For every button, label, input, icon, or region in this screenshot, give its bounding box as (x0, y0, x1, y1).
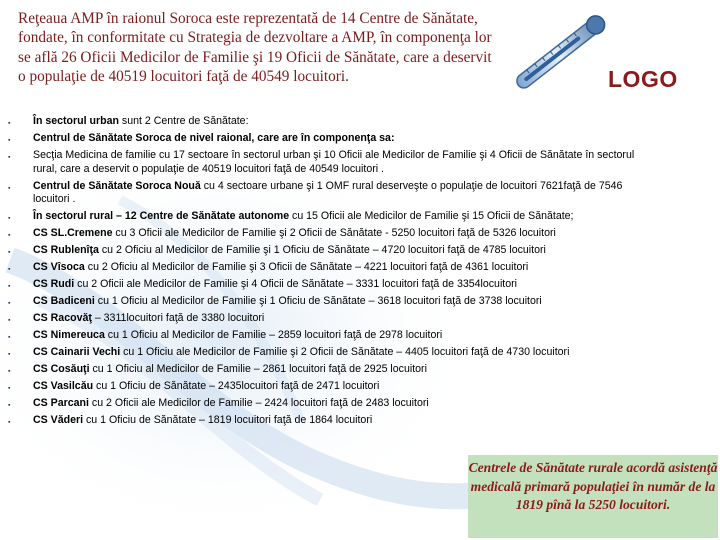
item-bold-text: CS Racovăţ (33, 312, 92, 325)
bullet-list (8, 115, 638, 431)
item-text: cu 2 Oficii ale Medicilor de Familie – 2424 locuitori faţă de 2483 locuitori (88, 396, 429, 409)
bullet-icon: ▪ (8, 300, 11, 308)
list-item (8, 363, 638, 377)
item-bold-text: CS Rublenîţa (33, 244, 99, 257)
bullet-icon: ▪ (8, 215, 11, 223)
bullet-icon: ▪ (8, 232, 11, 240)
list-item (8, 210, 638, 224)
item-bold-text: În sectorul rural – 12 Centre de Sănătate autonome (33, 210, 290, 223)
bullet-icon: ▪ (8, 184, 11, 192)
callout-box: Centrele de Sănătate rurale acordă asistenţă medicală primară populaţiei în număr de la 1819 pînă la 5250 locuitori. (468, 455, 718, 538)
item-bold-text: CS Cainarii Vechi (33, 346, 121, 358)
bullet-icon: ▪ (8, 367, 11, 375)
list-item (8, 244, 638, 258)
item-bold-text: CS SL.Cremene (33, 227, 113, 240)
item-bold-text: CS Vîsoca (33, 261, 85, 274)
list-item (8, 278, 638, 292)
item-bold-text: CS Cosăuţi (33, 362, 90, 375)
bullet-icon: ▪ (8, 136, 11, 144)
item-text: cu 2 Oficiu al Medicilor de Familie şi 1 Oficiu de Sănătate – 4720 locuitori faţă de 4785 locuitori (98, 244, 546, 257)
bullet-icon: ▪ (8, 334, 11, 342)
item-bold-text: În sectorul urban (33, 115, 119, 127)
item-text: – 3311locuitori faţă de 3380 locuitori (91, 312, 265, 325)
item-text: cu 2 Oficii ale Medicilor de Familie şi 4 Oficii de Sănătate – 3331 locuitori faţă de 3354locuitori (74, 278, 518, 291)
item-bold-text: Centrul de Sănătate Soroca Nouă (33, 179, 201, 192)
item-text: cu 1 Oficiu de Sănătate – 2435locuitori faţă de 2471 locuitori (93, 379, 380, 392)
item-text: cu 1 Oficiu de Sănătate – 1819 locuitori faţă de 1864 locuitori (83, 413, 373, 426)
bullet-icon: ▪ (8, 351, 11, 358)
bullet-icon: ▪ (8, 120, 11, 127)
item-text: cu 3 Oficii ale Medicilor de Familie şi 2 Oficii de Sănătate - 5250 locuitori faţă de 5326 locuitori (112, 227, 556, 240)
bullet-icon: ▪ (8, 418, 11, 426)
item-text: cu 1 Oficiu al Medicilor de Familie – 2861 locuitori faţă de 2925 locuitori (89, 362, 427, 375)
item-bold-text: CS Rudi (33, 278, 75, 291)
item-bold-text: CS Văderi (33, 413, 84, 426)
logo: LOGO (608, 66, 678, 92)
item-text: cu 1 Oficiu al Medicilor de Familie şi 1 Oficiu de Sănătate – 3618 locuitori faţă de 3738 locuitori (94, 295, 542, 308)
item-bold-text: CS Parcani (33, 396, 89, 409)
bullet-icon: ▪ (8, 283, 11, 291)
item-text: Secţia Medicina de familie cu 17 sectoare în sectorul urban şi 10 Oficii ale Medicilor de Familie şi 4 Oficii de Sănătate în sectorul rural, care a deservit o populaţie de 40519 locuitori faţă de 40549 locuitori . (33, 148, 635, 175)
item-text: cu 4 sectoare urbane şi 1 OMF rural deserveşte o populaţie de locuitori 7621faţă de 7546 locuitori . (33, 179, 623, 206)
item-text: cu 2 Oficiu al Medicilor de Familie şi 3 Oficii de Sănătate – 4221 locuitori faţă de 4361 locuitori (84, 261, 529, 274)
list-item (8, 115, 638, 129)
list-item (8, 132, 638, 146)
bullet-icon: ▪ (8, 384, 11, 392)
list-item (8, 295, 638, 309)
list-item (8, 346, 638, 360)
item-bold-text: CS Badiceni (33, 295, 95, 308)
bullet-icon: ▪ (8, 153, 11, 161)
list-item (8, 149, 638, 176)
bullet-icon: ▪ (8, 401, 11, 409)
item-bold-text: CS Vasilcău (33, 379, 94, 392)
list-item (8, 227, 638, 241)
bullet-icon: ▪ (8, 317, 11, 325)
item-text: cu 1 Oficiu al Medicilor de Familie – 2859 locuitori faţă de 2978 locuitori (104, 329, 443, 342)
item-bold-text: Centrul de Sănătate Soroca de nivel raional, care are în componenţa sa: (33, 131, 395, 144)
list-item (8, 380, 638, 394)
page-title: Reţeaua AMP în raionul Soroca este reprezentată de 14 Centre de Sănătate, fondate, în conformitate cu Strategia de dezvoltare a AMP, în componenţa lor se află 26 Oficii Medicilor de Familie şi 19 Oficii de Sănătate, care a deservit o populaţie de 40519 locuitori faţă de 40549 locuitori. (18, 10, 492, 86)
list-item (8, 312, 638, 326)
item-bold-text: CS Nimereuca (33, 329, 105, 342)
bullet-icon: ▪ (8, 249, 11, 257)
item-text: sunt 2 Centre de Sănătate: (118, 115, 249, 127)
item-text: cu 1 Oficiu ale Medicilor de Familie şi 2 Oficii de Sănătate – 4405 locuitori faţă de 4730 locuitori (120, 346, 570, 358)
list-item (8, 397, 638, 411)
item-text: cu 15 Oficii ale Medicilor de Familie şi 15 Oficii de Sănătate; (289, 210, 574, 223)
list-item (8, 414, 638, 428)
list-item (8, 261, 638, 275)
bullet-icon: ▪ (8, 266, 11, 274)
list-item (8, 180, 638, 207)
list-item (8, 329, 638, 343)
thermometer-icon (500, 4, 620, 104)
